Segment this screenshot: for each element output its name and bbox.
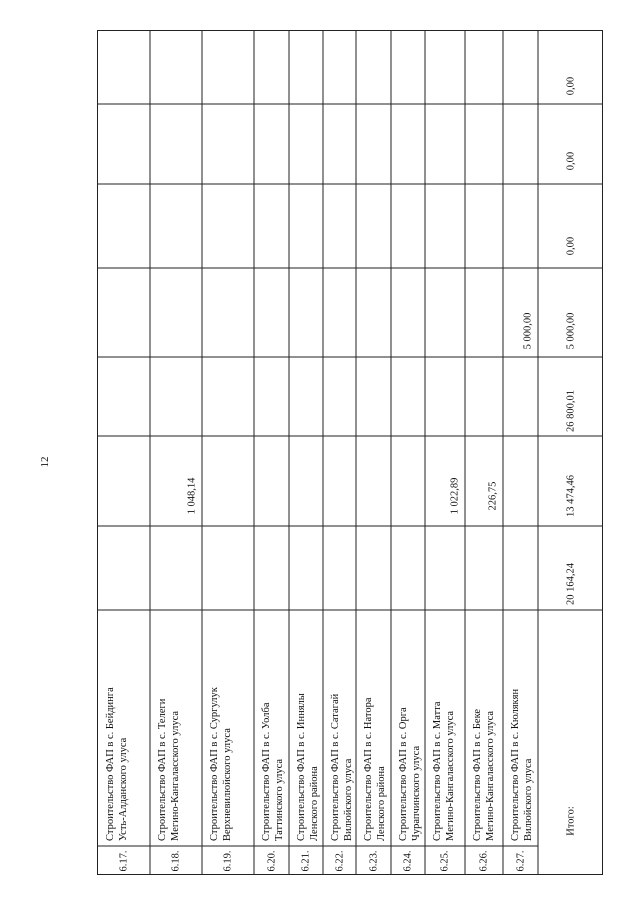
row-name: [104, 687, 130, 841]
row-number: 6.27.: [515, 850, 526, 872]
label-line: Чурапчинского улуса: [411, 745, 422, 841]
row-name: [471, 709, 497, 841]
total-value: 0,00: [565, 151, 577, 171]
label-line: Усть-Алданского улуса: [118, 737, 129, 841]
label-line: Строительство ФАП в с. Телеги: [157, 698, 168, 841]
row-number: 6.24.: [402, 850, 414, 872]
row-value: 1 022,89: [449, 477, 461, 515]
budget-table: [97, 30, 603, 875]
row-name: [397, 707, 423, 841]
row-name: [509, 689, 535, 841]
label-line: Строительство ФАП в с. Сургулук: [209, 687, 220, 841]
label-line: Мегино-Кангаласского улуса: [445, 710, 456, 841]
total-value: 20 164,24: [565, 563, 577, 605]
row-name: [362, 698, 388, 842]
total-value: 5 000,00: [565, 312, 577, 350]
label-line: Строительство ФАП в с. Натора: [363, 697, 374, 841]
total-value: 13 474,46: [565, 475, 577, 517]
label-line: Строительство ФАП в с. Беке: [472, 708, 483, 841]
row-name: [260, 702, 286, 841]
row-number: 6.20.: [266, 850, 277, 872]
row-value: 1 048,14: [186, 477, 198, 515]
row-number: 6.23.: [368, 850, 379, 872]
row-number: 6.17.: [118, 850, 130, 872]
label-line: Строительство ФАП в с. Кюлякян: [510, 688, 521, 841]
total-value: 26 800,01: [565, 390, 577, 432]
label-line: Строительство ФАП в с. Иннялы: [296, 693, 307, 841]
total-value: 0,00: [565, 76, 577, 96]
row-name: [156, 699, 182, 841]
row-number: 6.25.: [439, 850, 451, 872]
label-line: Строительство ФАП в с. Сатагай: [330, 693, 341, 841]
label-line: Мегино-Кангаласского улуса: [170, 710, 181, 841]
label-line: Мегино-Кангаласского улуса: [485, 710, 496, 841]
row-name: [329, 694, 355, 841]
total-value: 0,00: [565, 236, 577, 256]
row-number: 6.26.: [478, 850, 490, 872]
label-line: Строительство ФАП в с. Орга: [398, 707, 409, 841]
row-number: 6.19.: [222, 850, 234, 872]
label-line: Вилюйского улуса: [523, 758, 534, 841]
row-value: 226,75: [487, 481, 499, 511]
row-number: 6.21.: [300, 850, 312, 872]
row-number: 6.18.: [170, 850, 182, 872]
row-name: [208, 687, 234, 841]
label-line: Ленского района: [376, 766, 387, 841]
page-number: 12: [39, 456, 51, 468]
row-name: [431, 701, 457, 841]
label-line: Таттинского улуса: [274, 758, 285, 841]
row-name: [295, 693, 321, 841]
row-value: 5 000,00: [522, 312, 534, 350]
label-line: Верхневилюйского улуса: [222, 728, 233, 841]
total-label: Итого:: [565, 806, 577, 836]
label-line: Строительство ФАП в с. Уолба: [261, 702, 272, 841]
row-number: 6.22.: [334, 850, 345, 872]
label-line: Ленского района: [309, 766, 320, 841]
label-line: Строительство ФАП в с. Матта: [432, 701, 443, 841]
label-line: Вилюйского улуса: [343, 758, 354, 841]
label-line: Строительство ФАП в с. Бейдинга: [105, 687, 116, 841]
